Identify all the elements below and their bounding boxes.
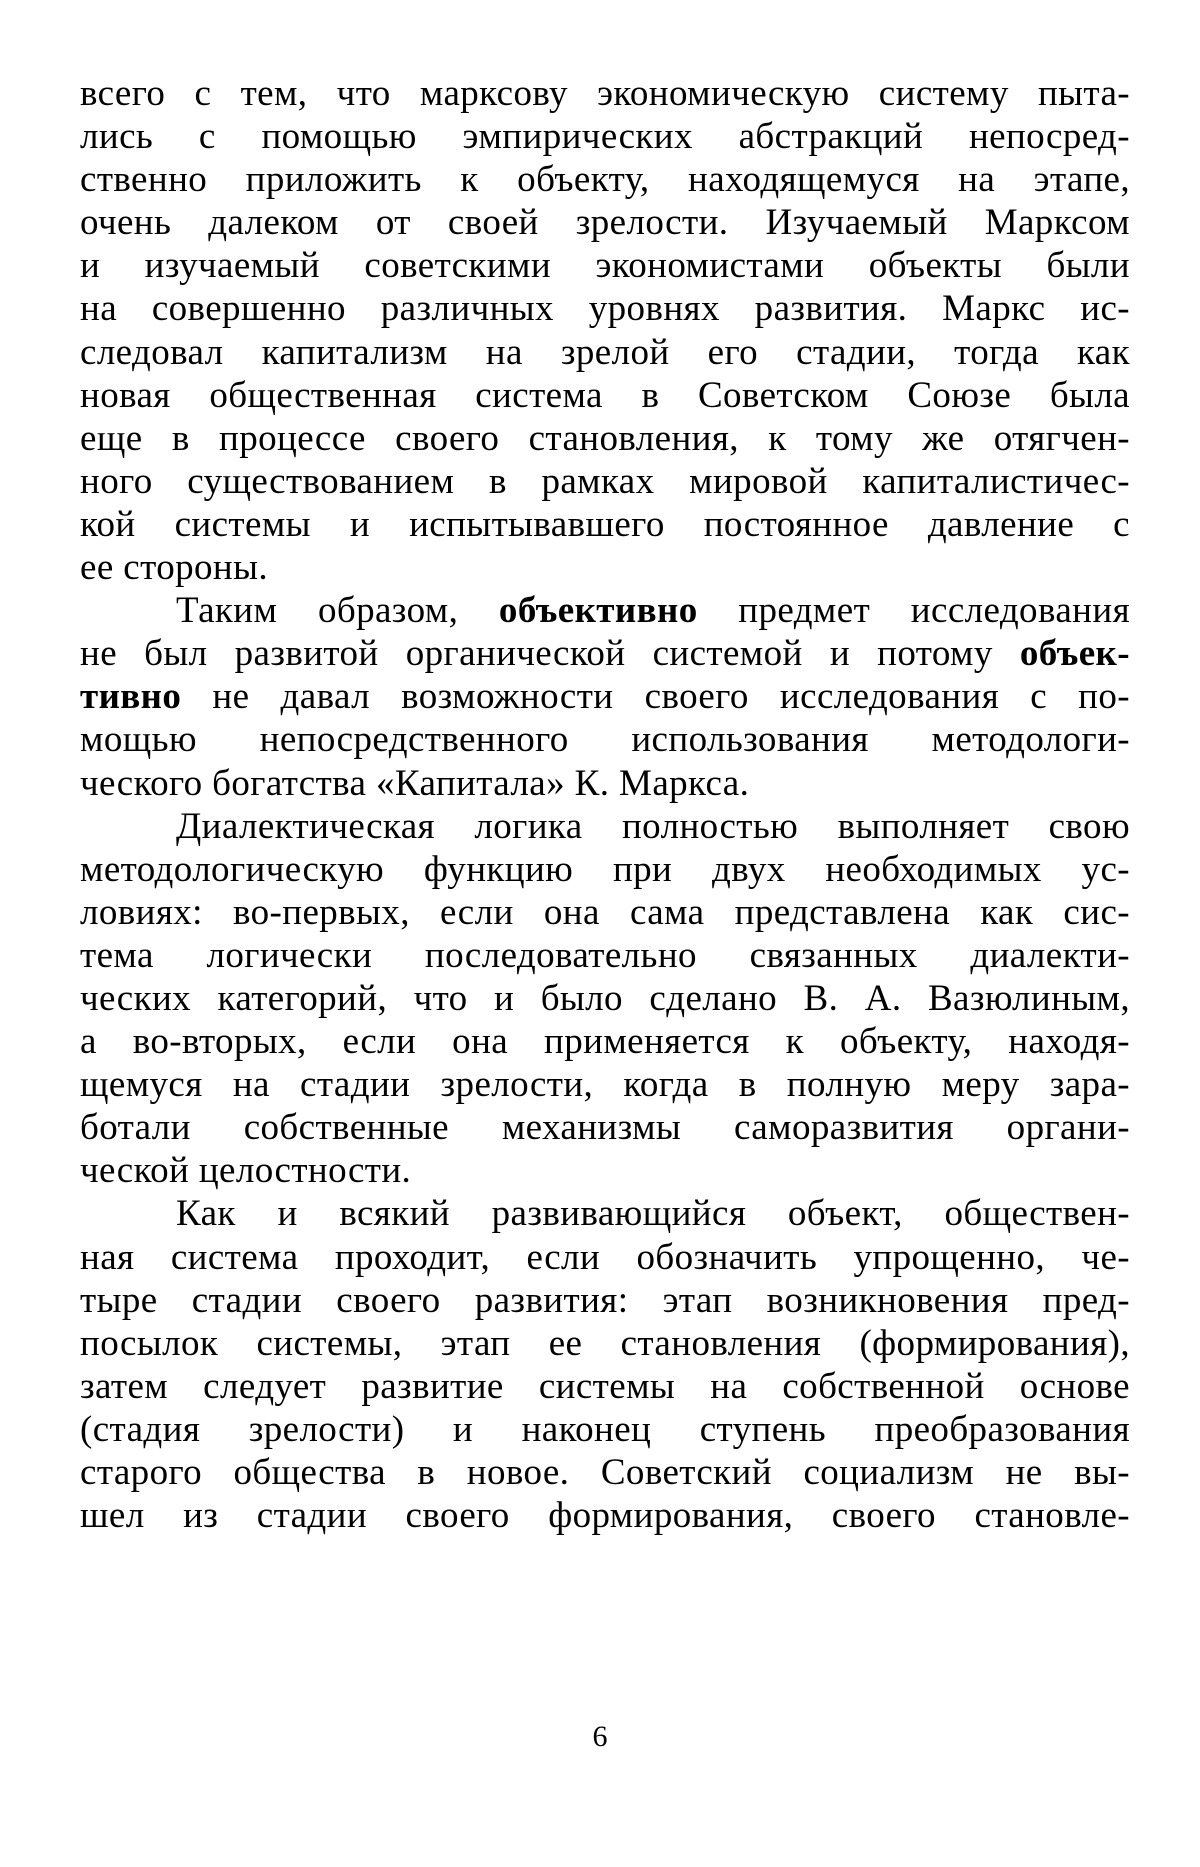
book-page-body: [80, 72, 1130, 1537]
emphasis-text: объективно: [498, 590, 698, 632]
text-line: [80, 675, 1130, 718]
text-line: (стадия зрелости) и наконец ступень преобразования: [80, 1408, 1130, 1450]
text-line: Как и всякий развивающийся объект, обществен-: [176, 1193, 1130, 1235]
page-number: 6: [592, 1720, 608, 1753]
text-line: ловиях: во-первых, если она сама представлена как сис-: [80, 891, 1130, 933]
text-line: затем следует развитие системы на собственной основе: [80, 1365, 1130, 1407]
text-line: ческого богатства «Капитала» К. Маркса.: [80, 762, 750, 804]
text-line: новая общественная система в Советском Союзе была: [80, 374, 1130, 416]
paragraph-2: [80, 589, 1130, 804]
text-line: [80, 589, 1130, 632]
text-line: а во-вторых, если она применяется к объекту, находя-: [80, 1021, 1130, 1063]
paragraph-3: [80, 805, 1130, 1193]
text-line: старого общества в новое. Советский социализм не вы-: [80, 1452, 1130, 1493]
text-line: щемуся на стадии зрелости, когда в полную меру зара-: [80, 1064, 1130, 1106]
text-line: следовал капитализм на зрелой его стадии, тогда как: [80, 331, 1130, 373]
text-line: и изучаемый советскими экономистами объекты были: [80, 245, 1130, 287]
text-line: методологическую функцию при двух необходимых ус-: [80, 848, 1130, 890]
text-line: очень далеком от своей зрелости. Изучаемый Марксом: [80, 202, 1130, 244]
text-run: не был развитой органической системой и потому: [80, 633, 1020, 675]
text-line: [80, 632, 1130, 675]
text-line: мощью непосредственного использования методологи-: [80, 719, 1130, 761]
text-line: на совершенно различных уровнях развития. Маркс ис-: [80, 288, 1130, 330]
text-line: ческих категорий, что и было сделано В. А. Вазюлиным,: [80, 977, 1130, 1019]
text-line: тема логически последовательно связанных диалекти-: [80, 934, 1130, 976]
text-line: ного существованием в рамках мировой капиталистичес-: [80, 460, 1130, 502]
text-line: посылок системы, этап ее становления (формирования),: [80, 1322, 1130, 1364]
text-line: ческой целостности.: [80, 1150, 412, 1192]
text-line: Диалектическая логика полностью выполняет свою: [176, 805, 1130, 847]
emphasis-text: тивно: [80, 676, 182, 718]
text-run: Таким образом,: [176, 590, 499, 632]
paragraph-1: [80, 72, 1130, 589]
text-line: ная система проходит, если обозначить упрощенно, че-: [80, 1236, 1130, 1278]
text-line: лись с помощью эмпирических абстракций непосред-: [80, 116, 1130, 158]
text-line: кой системы и испытывавшего постоянное давление с: [80, 503, 1130, 545]
text-line: ее стороны.: [80, 547, 269, 589]
paragraph-4: [80, 1192, 1130, 1537]
emphasis-text: объек-: [1019, 633, 1130, 675]
text-run: не давал возможности своего исследования с по-: [181, 676, 1130, 718]
text-line: тыре стадии своего развития: этап возникновения пред-: [80, 1279, 1130, 1321]
text-line: ственно приложить к объекту, находящемуся на этапе,: [80, 159, 1130, 201]
text-line: шел из стадии своего формирования, своего становле-: [80, 1495, 1130, 1537]
text-line: всего с тем, что марксову экономическую систему пыта-: [80, 73, 1130, 114]
text-run: предмет исследования: [697, 590, 1130, 632]
text-line: еще в процессе своего становления, к тому же отягчен-: [80, 417, 1130, 459]
text-line: ботали собственные механизмы саморазвития органи-: [80, 1107, 1130, 1149]
